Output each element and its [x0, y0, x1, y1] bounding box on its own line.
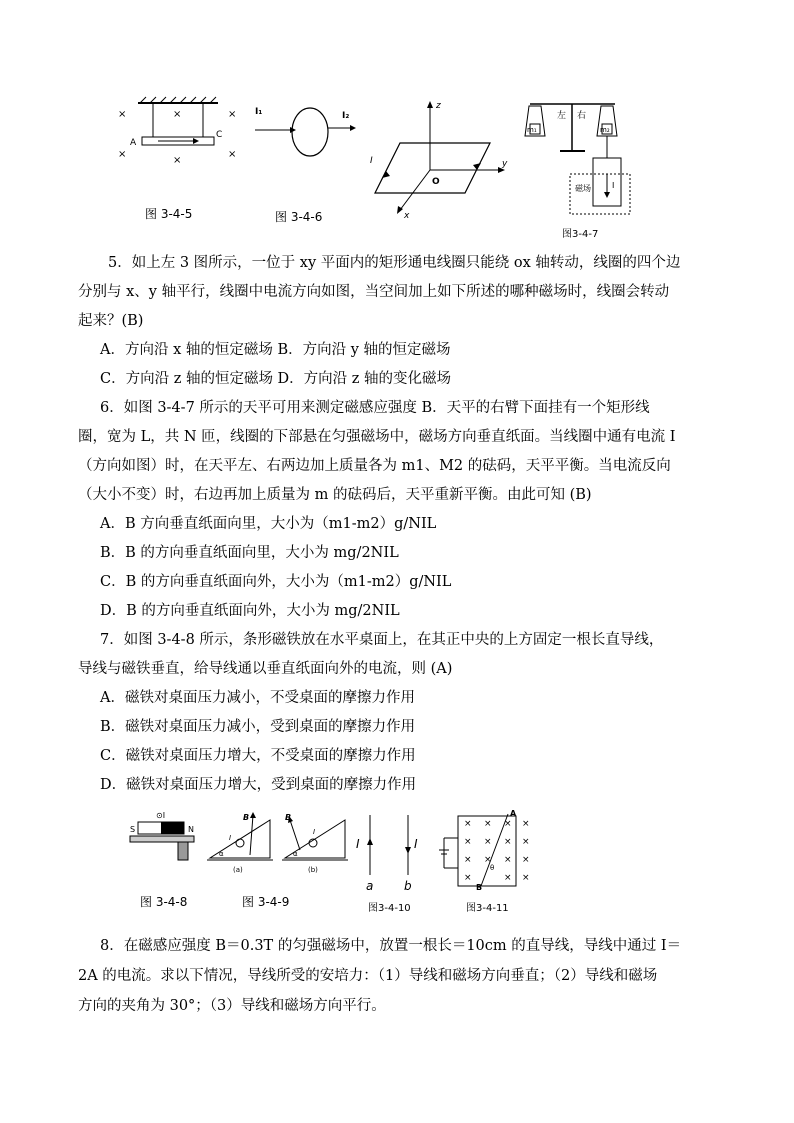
svg-text:y: y: [502, 159, 508, 169]
svg-text:×: ×: [464, 873, 472, 883]
svg-text:I: I: [229, 834, 232, 842]
caption-3-4-6: 图 3-4-6: [275, 210, 323, 224]
svg-text:×: ×: [464, 837, 472, 847]
q6-line-1: 6．如图 3-4-7 所示的天平可用来测定磁感应强度 B．天平的右臂下面挂有一个矩形线: [100, 400, 650, 416]
figure-3-4-10: [350, 810, 430, 895]
svg-text:×: ×: [522, 855, 530, 865]
svg-text:α: α: [293, 850, 298, 858]
caption-3-4-11: 图3-4-11: [466, 903, 509, 914]
svg-text:×: ×: [484, 837, 492, 847]
q7-line-2: 导线与磁铁垂直，给导线通以垂直纸面向外的电流，则 (A): [78, 661, 453, 677]
q7-option-c: C．磁铁对桌面压力增大，不受桌面的摩擦力作用: [100, 748, 416, 764]
svg-text:×: ×: [464, 855, 472, 865]
svg-text:m₁: m₁: [527, 126, 537, 134]
svg-text:α: α: [219, 850, 224, 858]
svg-text:×: ×: [118, 109, 127, 120]
svg-text:×: ×: [504, 837, 512, 847]
svg-text:x: x: [404, 211, 410, 221]
caption-3-4-7: 图3-4-7: [562, 229, 599, 240]
svg-text:m₂: m₂: [600, 126, 610, 134]
svg-text:右: 右: [577, 111, 587, 121]
svg-text:×: ×: [173, 155, 182, 166]
svg-text:a: a: [366, 879, 374, 893]
figure-3-4-8: [128, 808, 200, 863]
svg-text:左: 左: [557, 111, 567, 121]
svg-text:(a): (a): [233, 866, 243, 874]
q6-option-b: B．B 的方向垂直纸面向里，大小为 mg/2NIL: [100, 545, 399, 561]
q5-line-1: 5．如上左 3 图所示，一位于 xy 平面内的矩形通电线圈只能绕 ox 轴转动，线圈的四个边: [108, 255, 681, 271]
svg-text:⊙I: ⊙I: [156, 811, 166, 820]
q7-option-a: A．磁铁对桌面压力减小，不受桌面的摩擦力作用: [100, 690, 415, 706]
svg-text:×: ×: [464, 819, 472, 829]
q6-line-3: （方向如图）时，在天平左、右两边加上质量各为 m1、M2 的砝码，天平平衡。当电流反向: [78, 458, 671, 474]
svg-text:θ: θ: [490, 864, 495, 872]
svg-text:×: ×: [522, 819, 530, 829]
svg-text:B: B: [285, 813, 292, 822]
q8-line-2: 2A 的电流。求以下情况，导线所受的安培力：（1）导线和磁场方向垂直；（2）导线和磁场: [78, 968, 658, 984]
figure-3-4-9: [205, 810, 353, 875]
svg-text:×: ×: [484, 819, 492, 829]
q6-option-d: D．B 的方向垂直纸面向外，大小为 mg/2NIL: [100, 603, 400, 619]
caption-3-4-10: 图3-4-10: [368, 903, 411, 914]
caption-3-4-9: 图 3-4-9: [242, 895, 290, 909]
svg-text:S: S: [130, 825, 136, 834]
figure-coil-xy: [360, 98, 510, 223]
figure-3-4-5: [108, 95, 248, 170]
q7-option-d: D．磁铁对桌面压力增大，受到桌面的摩擦力作用: [100, 777, 417, 793]
svg-text:b: b: [404, 879, 412, 893]
svg-text:B: B: [243, 813, 250, 822]
q5-option-cd: C．方向沿 z 轴的恒定磁场 D．方向沿 z 轴的变化磁场: [100, 371, 452, 387]
svg-text:×: ×: [504, 873, 512, 883]
q6-line-4: （大小不变）时，右边再加上质量为 m 的砝码后，天平重新平衡。由此可知 (B): [78, 487, 592, 503]
svg-text:×: ×: [228, 149, 237, 160]
svg-text:磁场: 磁场: [575, 184, 591, 193]
svg-text:×: ×: [522, 873, 530, 883]
q6-option-a: A．B 方向垂直纸面向里，大小为（m1-m2）g/NIL: [100, 516, 437, 532]
figure-3-4-11: [436, 808, 536, 893]
q7-line-1: 7．如图 3-4-8 所示，条形磁铁放在水平桌面上，在其正中央的上方固定一根长直导线，: [100, 632, 664, 648]
svg-text:z: z: [436, 101, 441, 111]
q7-option-b: B．磁铁对桌面压力减小，受到桌面的摩擦力作用: [100, 719, 416, 735]
svg-text:I: I: [414, 837, 418, 851]
figure-3-4-6: [250, 100, 360, 170]
svg-text:I: I: [370, 156, 373, 166]
svg-text:B: B: [476, 883, 483, 892]
svg-text:I: I: [356, 837, 360, 851]
svg-text:×: ×: [484, 855, 492, 865]
svg-text:A: A: [130, 138, 137, 148]
svg-text:I₂: I₂: [342, 111, 350, 121]
q5-line-2: 分别与 x、y 轴平行，线圈中电流方向如图，当空间加上如下所述的哪种磁场时，线圈会转动: [78, 284, 670, 300]
svg-text:×: ×: [522, 837, 530, 847]
svg-text:×: ×: [504, 819, 512, 829]
svg-text:C: C: [216, 130, 223, 140]
svg-text:N: N: [188, 825, 194, 834]
q6-line-2: 圈，宽为 L，共 N 匝，线圈的下部悬在匀强磁场中，磁场方向垂直纸面。当线圈中通有电流 I: [78, 429, 676, 445]
svg-text:×: ×: [173, 109, 182, 120]
caption-3-4-8: 图 3-4-8: [140, 895, 188, 909]
svg-text:×: ×: [504, 855, 512, 865]
svg-text:I: I: [612, 181, 615, 190]
q6-option-c: C．B 的方向垂直纸面向外，大小为（m1-m2）g/NIL: [100, 574, 452, 590]
svg-text:I₁: I₁: [255, 107, 263, 117]
q8-line-3: 方向的夹角为 30°；（3）导线和磁场方向平行。: [78, 998, 386, 1014]
caption-3-4-5: 图 3-4-5: [145, 207, 193, 221]
figure-3-4-7: [515, 96, 635, 221]
svg-text:O: O: [432, 177, 440, 187]
svg-text:×: ×: [228, 109, 237, 120]
svg-text:A: A: [510, 809, 517, 818]
svg-text:(b): (b): [308, 866, 318, 874]
q5-option-ab: A．方向沿 x 轴的恒定磁场 B．方向沿 y 轴的恒定磁场: [100, 342, 451, 358]
svg-text:×: ×: [118, 149, 127, 160]
q5-line-3: 起来？(B): [78, 313, 144, 329]
svg-text:I: I: [313, 828, 316, 836]
q8-line-1: 8．在磁感应强度 B＝0.3T 的匀强磁场中，放置一根长＝10cm 的直导线，导线中通过 I＝: [100, 938, 682, 954]
